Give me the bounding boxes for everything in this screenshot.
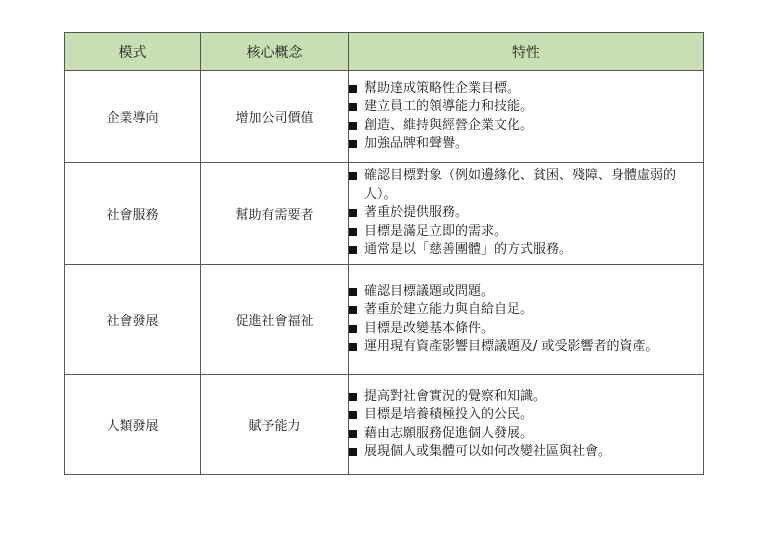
header-mode: 模式: [65, 33, 201, 71]
traits-cell: [349, 265, 704, 375]
trait-item: 確認目標對象（例如邊緣化、貧困、殘障、身體虛弱的人）。: [349, 167, 703, 204]
traits-cell: [349, 163, 704, 265]
trait-item: 提高對社會實況的覺察和知識。: [349, 388, 703, 407]
mode-cell: 社會服務: [65, 163, 201, 265]
trait-item: 目標是改變基本條件。: [349, 320, 703, 339]
traits-list: [349, 167, 703, 260]
mode-cell: 企業導向: [65, 71, 201, 163]
trait-item: 展現個人或集體可以如何改變社區與社會。: [349, 443, 703, 462]
table-row: [65, 163, 704, 265]
concept-cell: 增加公司價值: [201, 71, 349, 163]
mode-cell: 人類發展: [65, 375, 201, 475]
trait-item: 著重於建立能力與自給自足。: [349, 301, 703, 320]
trait-item: 建立員工的領導能力和技能。: [349, 98, 703, 117]
trait-item: 確認目標議題或問題。: [349, 283, 703, 302]
table-row: [65, 265, 704, 375]
trait-item: 目標是滿足立即的需求。: [349, 223, 703, 242]
header-traits: 特性: [349, 33, 704, 71]
header-concept: 核心概念: [201, 33, 349, 71]
traits-cell: [349, 375, 704, 475]
mode-cell: 社會發展: [65, 265, 201, 375]
traits-cell: [349, 71, 704, 163]
trait-item: 著重於提供服務。: [349, 204, 703, 223]
trait-item: 目標是培養積極投入的公民。: [349, 406, 703, 425]
trait-item: 運用現有資產影響目標議題及/ 或受影響者的資產。: [349, 338, 703, 357]
table-row: [65, 375, 704, 475]
trait-item: 創造、維持與經營企業文化。: [349, 117, 703, 136]
trait-item: 通常是以「慈善團體」的方式服務。: [349, 241, 703, 260]
table-row: [65, 71, 704, 163]
modes-table: [64, 32, 704, 475]
trait-item: 加強品牌和聲譽。: [349, 135, 703, 154]
traits-list: [349, 388, 703, 462]
concept-cell: 促進社會福祉: [201, 265, 349, 375]
trait-item: 藉由志願服務促進個人發展。: [349, 425, 703, 444]
trait-item: 幫助達成策略性企業目標。: [349, 80, 703, 99]
concept-cell: 賦予能力: [201, 375, 349, 475]
table-header-row: [65, 33, 704, 71]
traits-list: [349, 80, 703, 154]
traits-list: [349, 283, 703, 357]
concept-cell: 幫助有需要者: [201, 163, 349, 265]
